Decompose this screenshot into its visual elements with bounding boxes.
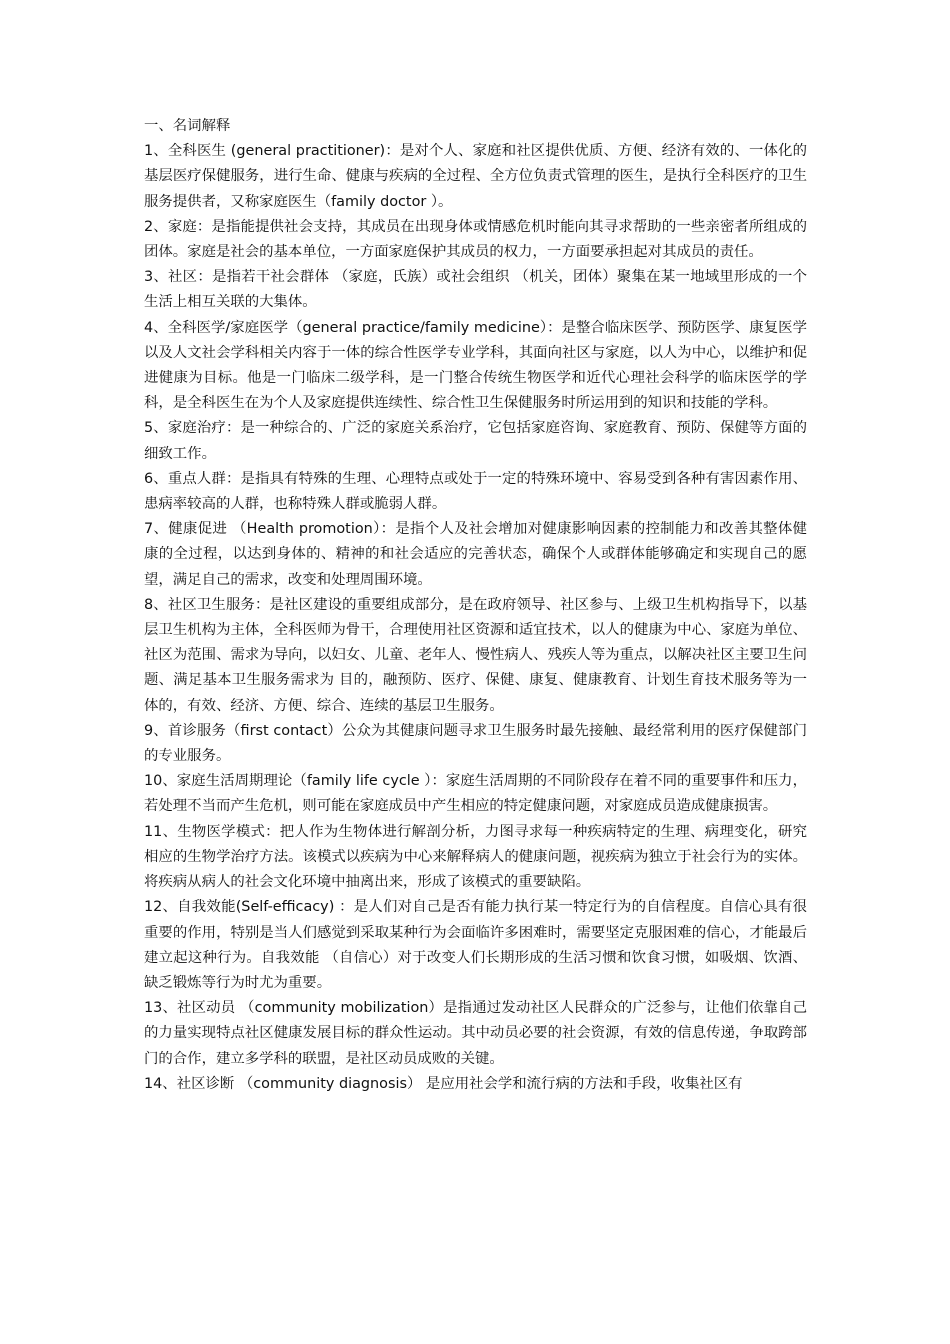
term-entry-6: 6、重点人群：是指具有特殊的生理、心理特点或处于一定的特殊环境中、容易受到各种有害因素作用、患病率较高的人群，也称特殊人群或脆弱人群。	[144, 470, 807, 513]
section-heading: 一、名词解释	[144, 118, 231, 134]
term-entry-10: 10、家庭生活周期理论（family life cycle ）：家庭生活周期的不同阶段存在着不同的重要事件和压力，若处理不当而产生危机，则可能在家庭成员中产生相应的特定健康问题，对家庭成员造成健康损害。	[144, 773, 807, 815]
term-entry-5: 5、家庭治疗：是一种综合的、广泛的家庭关系治疗，它包括家庭咨询、家庭教育、预防、保健等方面的细致工作。	[144, 420, 807, 462]
term-entry-13: 13、社区动员 （community mobilization）是指通过发动社区人民群众的广泛参与，让他们依靠自己的力量实现特点社区健康发展目标的群众性运动。其中动员必要的社会资源，有效的信息传递，争取跨部门的合作，建立多学科的联盟，是社区动员成败的关键。	[144, 1000, 807, 1067]
term-entry-4: 4、全科医学/家庭医学（general practice/family medicine）：是整合临床医学、预防医学、康复医学以及人文社会学科相关内容于一体的综合性医学专业学科，其面向社区与家庭，以人为中心，以维护和促进健康为目标。他是一门临床二级学科，是一门整合传统生物医学和近代心理社会科学的临床医学的学科，是全科医生在为个人及家庭提供连续性、综合性卫生保健服务时所运用到的知识和技能的学科。	[144, 319, 807, 412]
term-entry-9: 9、首诊服务（first contact）公众为其健康问题寻求卫生服务时最先接触、最经常利用的医疗保健部门的专业服务。	[144, 722, 807, 765]
term-entry-3: 3、社区：是指若干社会群体 （家庭，氏族）或社会组织 （机关，团体）聚集在某一地域里形成的一个生活上相互关联的大集体。	[144, 269, 807, 311]
term-entry-8: 8、社区卫生服务：是社区建设的重要组成部分，是在政府领导、社区参与、上级卫生机构指导下，以基层卫生机构为主体，全科医师为骨干，合理使用社区资源和适宜技术，以人的健康为中心、家庭为单位、社区为范围、需求为导向，以妇女、儿童、老年人、慢性病人、残疾人等为重点，以解决社区主要卫生问题、满足基本卫生服务需求为 目的，融预防、医疗、保健、康复、健康教育、计划生育技术服务等为一体的，有效、经济、方便、综合、连续的基层卫生服务。	[144, 596, 807, 714]
document-page	[144, 114, 807, 1097]
term-entry-1: 1、全科医生 (general practitioner)：是对个人、家庭和社区提供优质、方便、经济有效的、一体化的基层医疗保健服务，进行生命、健康与疾病的全过程、全方位负责式管理的医生，是执行全科医疗的卫生服务提供者，又称家庭医生（family doctor ）。	[144, 143, 807, 210]
term-entry-7: 7、健康促进 （Health promotion）：是指个人及社会增加对健康影响因素的控制能力和改善其整体健康的全过程，以达到身体的、精神的和社会适应的完善状态，确保个人或群体能够确定和实现自己的愿望，满足自己的需求，改变和处理周围环境。	[144, 521, 807, 588]
term-entry-12: 12、自我效能(Self-efficacy) ：是人们对自己是否有能力执行某一特定行为的自信程度。自信心具有很重要的作用，特别是当人们感觉到采取某种行为会面临许多困难时，需要坚定克服困难的信心，才能最后建立起这种行为。自我效能 （自信心）对于改变人们长期形成的生活习惯和饮食习惯，如吸烟、饮酒、缺乏锻炼等行为时尤为重要。	[144, 899, 807, 991]
term-entry-11: 11、生物医学模式：把人作为生物体进行解剖分析，力图寻求每一种疾病特定的生理、病理变化，研究相应的生物学治疗方法。该模式以疾病为中心来解释病人的健康问题，视疾病为独立于社会行为的实体。将疾病从病人的社会文化环境中抽离出来，形成了该模式的重要缺陷。	[144, 823, 807, 891]
term-entry-14: 14、社区诊断 （community diagnosis） 是应用社会学和流行病的方法和手段，收集社区有	[144, 1075, 743, 1092]
term-entry-2: 2、家庭：是指能提供社会支持，其成员在出现身体或情感危机时能向其寻求帮助的一些亲密者所组成的团体。家庭是社会的基本单位，一方面家庭保护其成员的权力，一方面要承担起对其成员的责任。	[144, 218, 807, 261]
